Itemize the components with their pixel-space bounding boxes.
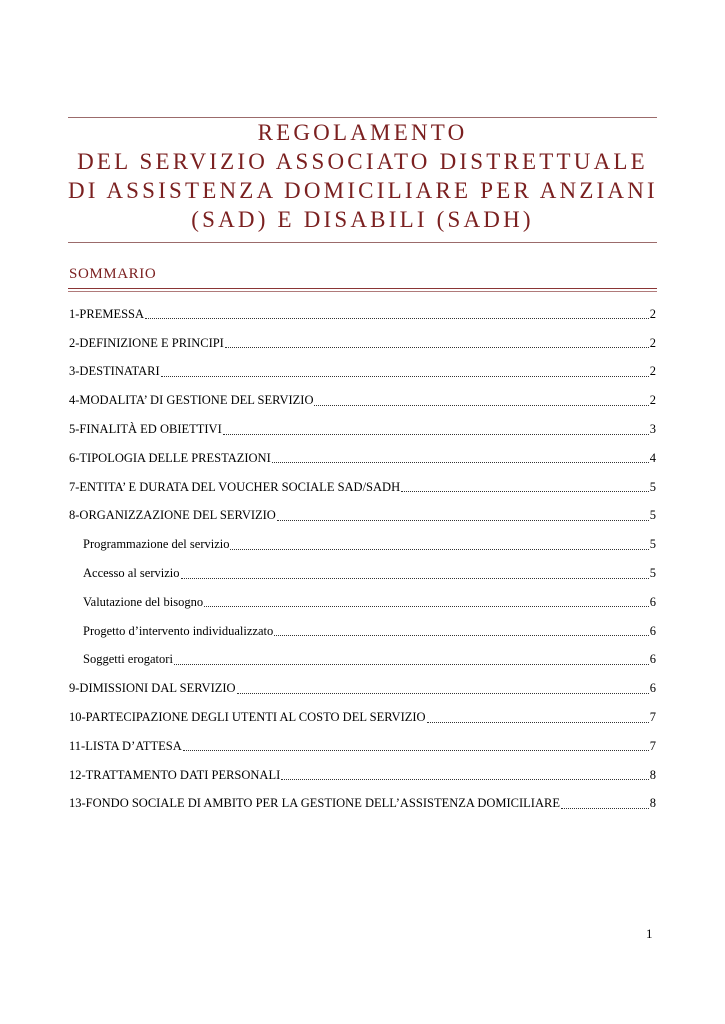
- toc-subentry-accesso[interactable]: [69, 559, 656, 588]
- toc-entry-label: Valutazione del bisogno: [83, 594, 204, 609]
- toc-entry-label: 9-DIMISSIONI DAL SERVIZIO: [69, 681, 236, 696]
- toc-entry-label: Progetto d’intervento individualizzato: [83, 623, 274, 638]
- toc-entry-organizzazione[interactable]: [69, 502, 656, 531]
- toc-entry-lista-attesa[interactable]: [69, 732, 656, 761]
- toc-entry-page: 5: [649, 479, 656, 494]
- summary-rule: [68, 288, 657, 289]
- toc-entry-label: 1-PREMESSA: [69, 306, 145, 321]
- toc-leader-dots: [230, 549, 648, 550]
- toc-subentry-valutazione[interactable]: [69, 588, 656, 617]
- title-line-2: DEL SERVIZIO ASSOCIATO DISTRETTUALE: [77, 149, 648, 174]
- toc-leader-dots: [427, 722, 649, 723]
- toc-subentry-soggetti[interactable]: [69, 646, 656, 675]
- toc-leader-dots: [237, 693, 649, 694]
- toc-entry-tipologia[interactable]: [69, 444, 656, 473]
- toc-entry-label: 13-FONDO SOCIALE DI AMBITO PER LA GESTIONE DELL’ASSISTENZA DOMICILIARE: [69, 796, 560, 811]
- toc-entry-page: 7: [649, 738, 656, 753]
- toc-entry-label: 8-ORGANIZZAZIONE DEL SERVIZIO: [69, 508, 276, 523]
- toc-entry-label: 7-ENTITA’ E DURATA DEL VOUCHER SOCIALE SAD/SADH: [69, 479, 401, 494]
- toc-leader-dots: [145, 318, 649, 319]
- toc-entry-label: 12-TRATTAMENTO DATI PERSONALI: [69, 767, 281, 782]
- toc-subentry-programmazione[interactable]: [69, 530, 656, 559]
- toc-leader-dots: [223, 434, 649, 435]
- toc-entry-voucher[interactable]: [69, 473, 656, 502]
- toc-entry-definizione[interactable]: [69, 329, 656, 358]
- toc-leader-dots: [181, 578, 649, 579]
- toc-entry-label: 5-FINALITÀ ED OBIETTIVI: [69, 422, 222, 437]
- title-bottom-rule: [68, 242, 657, 243]
- toc-leader-dots: [161, 376, 649, 377]
- summary-rule-secondary: [68, 291, 657, 292]
- toc-entry-page: 8: [649, 767, 656, 782]
- toc-entry-dimissioni[interactable]: [69, 674, 656, 703]
- toc-entry-trattamento-dati[interactable]: [69, 761, 656, 790]
- toc-entry-page: 8: [649, 796, 656, 811]
- toc-leader-dots: [561, 808, 649, 809]
- toc-entry-page: 7: [649, 710, 656, 725]
- toc-entry-fondo-sociale[interactable]: [69, 790, 656, 819]
- title-line-3: DI ASSISTENZA DOMICILIARE PER ANZIANI: [68, 178, 658, 203]
- toc-entry-label: 10-PARTECIPAZIONE DEGLI UTENTI AL COSTO DEL SERVIZIO: [69, 710, 426, 725]
- toc-entry-label: 6-TIPOLOGIA DELLE PRESTAZIONI: [69, 450, 271, 465]
- title-line-1: REGOLAMENTO: [257, 120, 468, 145]
- toc-leader-dots: [277, 520, 649, 521]
- toc-entry-page: 5: [649, 537, 656, 552]
- toc-entry-label: Soggetti erogatori: [83, 652, 173, 667]
- toc-entry-label: Accesso al servizio: [83, 566, 180, 581]
- toc-entry-premessa[interactable]: [69, 300, 656, 329]
- table-of-contents: [69, 300, 656, 818]
- toc-entry-page: 2: [649, 393, 656, 408]
- title-line-4: (SAD) E DISABILI (SADH): [191, 207, 534, 232]
- toc-leader-dots: [281, 779, 648, 780]
- toc-entry-page: 4: [649, 450, 656, 465]
- toc-entry-page: 2: [649, 335, 656, 350]
- toc-entry-page: 2: [649, 306, 656, 321]
- toc-entry-page: 6: [649, 623, 656, 638]
- toc-subentry-progetto[interactable]: [69, 617, 656, 646]
- toc-entry-partecipazione[interactable]: [69, 703, 656, 732]
- page-number: 1: [646, 926, 653, 941]
- toc-leader-dots: [225, 347, 649, 348]
- toc-entry-destinatari[interactable]: [69, 358, 656, 387]
- toc-entry-label: Programmazione del servizio: [83, 537, 230, 552]
- toc-entry-label: 2-DEFINIZIONE E PRINCIPI: [69, 335, 224, 350]
- toc-entry-label: 11-LISTA D’ATTESA: [69, 738, 182, 753]
- toc-leader-dots: [174, 664, 649, 665]
- toc-entry-page: 6: [649, 652, 656, 667]
- toc-leader-dots: [272, 462, 649, 463]
- toc-entry-page: 5: [649, 508, 656, 523]
- toc-entry-label: 4-MODALITA’ DI GESTIONE DEL SERVIZIO: [69, 393, 314, 408]
- toc-entry-page: 3: [649, 422, 656, 437]
- toc-entry-page: 2: [649, 364, 656, 379]
- toc-leader-dots: [274, 635, 649, 636]
- toc-entry-label: 3-DESTINATARI: [69, 364, 160, 379]
- summary-heading: SOMMARIO: [69, 266, 157, 282]
- toc-leader-dots: [314, 405, 648, 406]
- document-title: [68, 118, 657, 234]
- toc-entry-page: 6: [649, 594, 656, 609]
- toc-entry-page: 5: [649, 566, 656, 581]
- toc-leader-dots: [183, 750, 649, 751]
- toc-entry-modalita[interactable]: [69, 386, 656, 415]
- toc-entry-page: 6: [649, 681, 656, 696]
- toc-leader-dots: [204, 606, 649, 607]
- toc-leader-dots: [401, 491, 649, 492]
- toc-entry-finalita[interactable]: [69, 415, 656, 444]
